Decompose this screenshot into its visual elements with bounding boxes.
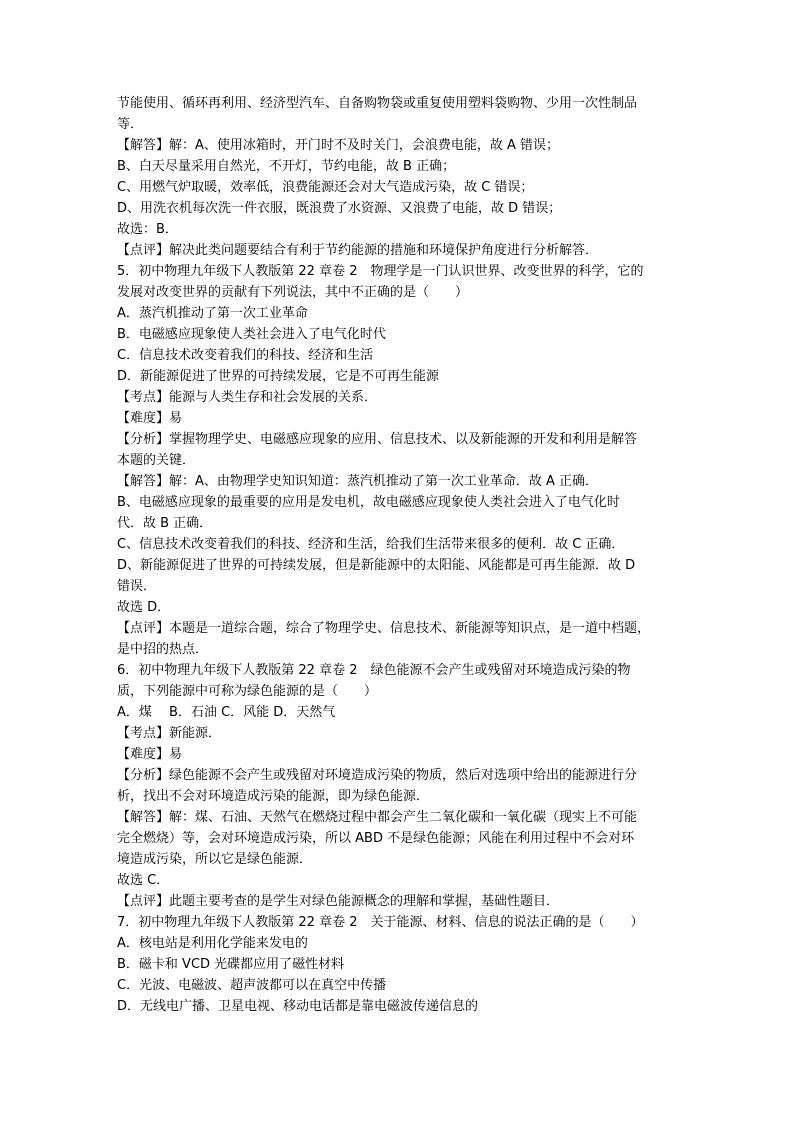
text-line: 【点评】本题是一道综合题，综合了物理学史、信息技术、新能源等知识点，是一道中档题，: [117, 621, 651, 636]
text-line: D．新能源促进了世界的可持续发展，它是不可再生能源: [117, 369, 440, 384]
text-line: B、电磁感应现象的最重要的应用是发电机，故电磁感应现象使人类社会进入了电气化时: [117, 495, 620, 510]
text-line: 故选 C．: [117, 873, 170, 888]
text-line: 故选 D．: [117, 600, 171, 615]
text-line: C．信息技术改变着我们的科技、经济和生活: [117, 348, 374, 363]
text-line: 【难度】易: [117, 747, 183, 762]
text-line: B．磁卡和 VCD 光碟都应用了磁性材料: [117, 957, 345, 972]
text-line: 【解答】解：A、使用冰箱时，开门时不及时关门，会浪费电能，故 A 错误；: [117, 138, 560, 153]
text-line: 节能使用、循环再利用、经济型汽车、自备购物袋或重复使用塑料袋购物、少用一次性制品: [117, 96, 638, 111]
text-line: 本题的关键．: [117, 453, 196, 468]
text-line: A．蒸汽机推动了第一次工业革命: [117, 306, 308, 321]
text-line: 【分析】掌握物理学史、电磁感应现象的应用、信息技术、以及新能源的开发和利用是解答: [117, 432, 638, 447]
text-line: B．电磁感应现象使人类社会进入了电气化时代: [117, 327, 386, 342]
text-line: 故选：B．: [117, 222, 178, 237]
text-line: 代．故 B 正确．: [117, 516, 213, 531]
text-line: B、白天尽量采用自然光，不开灯，节约电能，故 B 正确；: [117, 159, 456, 174]
text-line: 6．初中物理九年级下人教版第 22 章卷 2 绿色能源不会产生或残留对环境造成污染的物: [117, 663, 631, 678]
text-line: 【分析】绿色能源不会产生或残留对环境造成污染的物质，然后对选项中给出的能源进行分: [117, 768, 638, 783]
text-line: 【解答】解：煤、石油、天然气在燃烧过程中都会产生二氧化碳和一氧化碳（现实上不可能: [117, 810, 638, 825]
text-line: A．核电站是利用化学能来发电的: [117, 936, 308, 951]
text-line: 境造成污染，所以它是绿色能源．: [117, 852, 313, 867]
text-line: C．光波、电磁波、超声波都可以在真空中传播: [117, 978, 387, 993]
text-line: 【考点】新能源．: [117, 726, 222, 741]
text-line: 5．初中物理九年级下人教版第 22 章卷 2 物理学是一门认识世界、改变世界的科学，它的: [117, 264, 644, 279]
text-line: 质，下列能源中可称为绿色能源的是（ ）: [117, 684, 378, 699]
text-line: 发展对改变世界的贡献有下列说法，其中不正确的是（ ）: [117, 285, 469, 300]
text-line: 析，找出不会对环境造成污染的能源，即为绿色能源．: [117, 789, 430, 804]
text-line: 7．初中物理九年级下人教版第 22 章卷 2 关于能源、材料、信息的说法正确的是（ ）: [117, 915, 644, 930]
text-line: C、用燃气炉取暖，效率低，浪费能源还会对大气造成污染，故 C 错误；: [117, 180, 534, 195]
text-line: D．无线电广播、卫星电视、移动电话都是靠电磁波传递信息的: [117, 999, 479, 1014]
text-line: 【难度】易: [117, 411, 183, 426]
text-line: 【点评】此题主要考查的是学生对绿色能源概念的理解和掌握，基础性题目．: [117, 894, 560, 909]
text-line: D、新能源促进了世界的可持续发展，但是新能源中的太阳能、风能都是可再生能源．故 D: [117, 558, 636, 573]
text-line: D、用洗衣机每次洗一件衣服，既浪费了水资源、又浪费了电能，故 D 错误；: [117, 201, 562, 216]
text-line: 错误．: [117, 579, 157, 594]
text-line: C、信息技术改变着我们的科技、经济和生活，给我们生活带来很多的便利．故 C 正确．: [117, 537, 625, 552]
text-line: 【考点】能源与人类生存和社会发展的关系．: [117, 390, 378, 405]
text-line: 【解答】解：A、由物理学史知识知道：蒸汽机推动了第一次工业革命．故 A 正确．: [117, 474, 599, 489]
text-line: 【点评】解决此类问题要结合有利于节约能源的措施和环境保护角度进行分析解答．: [117, 243, 599, 258]
text-line: 等．: [117, 117, 144, 132]
document-page: [117, 93, 682, 1017]
text-line: 完全燃烧）等，会对环境造成污染，所以 ABD 不是绿色能源；风能在利用过程中不会对环: [117, 831, 635, 846]
text-line: 是中招的热点．: [117, 642, 209, 657]
text-line: A．煤 B．石油 C．风能 D．天然气: [117, 705, 336, 720]
